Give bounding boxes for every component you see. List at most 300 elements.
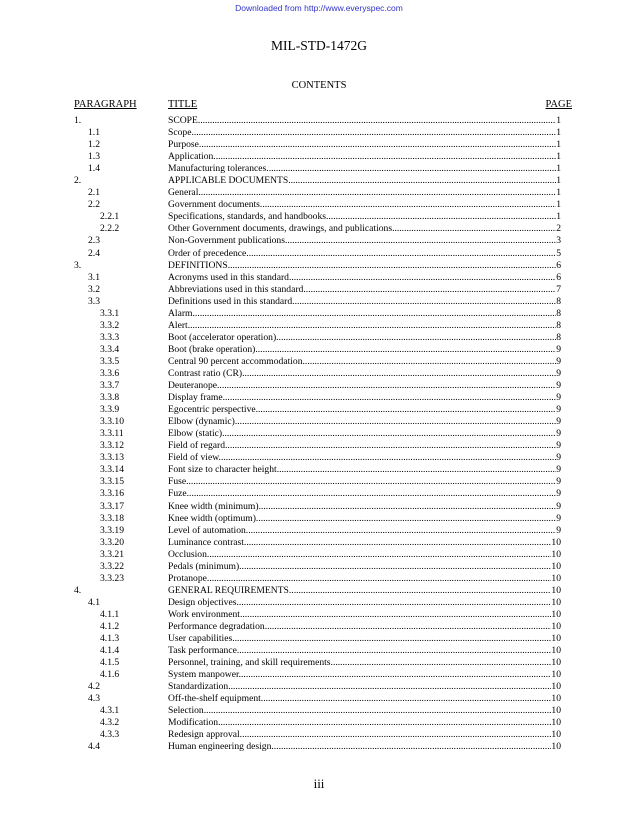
toc-entry-title: Occlusion.: [168, 548, 210, 560]
toc-entry-line[interactable]: [168, 235, 561, 247]
toc-entry-page: 9: [556, 440, 561, 452]
dot-leader: [187, 488, 557, 500]
toc-entry-page: 3: [556, 235, 561, 247]
toc-entry-page: 9: [556, 500, 561, 512]
toc-entry-title: Field of view.: [168, 452, 221, 464]
page-number: iii: [313, 776, 325, 791]
toc-entry-page: 10: [551, 620, 561, 632]
toc-entry[interactable]: [0, 248, 638, 260]
dot-leader: [262, 199, 556, 211]
toc-entry-page: 10: [551, 693, 561, 705]
toc-entry-title: Selection.: [168, 705, 207, 717]
toc-entry-title: DEFINITIONS: [168, 259, 228, 271]
toc-entry[interactable]: [0, 187, 638, 199]
toc-entry[interactable]: [0, 585, 638, 597]
toc-entry-number: 3.3.1: [100, 307, 120, 319]
toc-entry-line[interactable]: [168, 199, 561, 211]
toc-entry[interactable]: [0, 609, 638, 621]
toc-entry-line[interactable]: [168, 585, 561, 597]
toc-entry-title: Fuze: [168, 488, 187, 500]
toc-entry-line[interactable]: [168, 537, 561, 549]
dot-leader: [295, 296, 557, 308]
dot-leader: [249, 248, 557, 260]
toc-entry[interactable]: [0, 464, 638, 476]
toc-entry-line[interactable]: [168, 705, 561, 717]
dot-leader: [303, 356, 557, 368]
toc-entry-title: Pedals (minimum).: [168, 560, 242, 572]
toc-entry-title: Display frame: [168, 392, 223, 404]
toc-entry-line[interactable]: [168, 151, 561, 163]
toc-entry[interactable]: [0, 597, 638, 609]
toc-entry-number: 3.3.17: [100, 500, 124, 512]
dot-leader: [206, 705, 551, 717]
toc-entry-line[interactable]: [168, 416, 561, 428]
toc-entry-title: Alarm.: [168, 307, 195, 319]
toc-entry-page: 1: [556, 163, 561, 175]
toc-entry-number: 4.1.2: [100, 620, 120, 632]
toc-entry-number: 1.3: [88, 151, 100, 163]
toc-entry-line[interactable]: [168, 127, 561, 139]
toc-entry-page: 9: [556, 343, 561, 355]
toc-entry-title: Deuteranope.: [168, 380, 220, 392]
toc-entry[interactable]: [0, 452, 638, 464]
toc-entry-page: 1: [556, 115, 561, 126]
dot-leader: [223, 392, 557, 404]
dot-leader: [221, 452, 556, 464]
dot-leader: [231, 681, 552, 693]
dot-leader: [190, 320, 556, 332]
toc-entry-line[interactable]: [168, 368, 561, 380]
toc-entry-line[interactable]: [168, 187, 561, 199]
dot-leader: [259, 501, 557, 513]
toc-entry-number: 1.1: [88, 127, 100, 139]
toc-entry-line[interactable]: [168, 501, 561, 513]
toc-entry[interactable]: [0, 705, 638, 717]
dot-leader: [239, 597, 552, 609]
toc-entry-line[interactable]: [168, 272, 561, 284]
toc-entry[interactable]: [0, 380, 638, 392]
toc-entry[interactable]: [0, 223, 638, 235]
toc-entry-number: 1.4: [88, 163, 100, 175]
toc-entry-number: 3.2: [88, 283, 100, 295]
toc-entry[interactable]: [0, 368, 638, 380]
toc-entry-number: 2.: [74, 175, 82, 187]
toc-entry-title: Definitions used in this standard.: [168, 295, 295, 307]
toc-entry-line[interactable]: [168, 717, 561, 729]
dot-leader: [219, 380, 556, 392]
toc-entry-page: 9: [556, 367, 561, 379]
toc-entry-title: Boot (brake operation).: [168, 343, 258, 355]
table-of-contents: [0, 115, 638, 753]
dot-leader: [191, 127, 556, 139]
toc-entry-title: Fuse: [168, 476, 187, 488]
toc-entry[interactable]: [0, 669, 638, 681]
toc-entry-line[interactable]: [168, 621, 561, 633]
dot-leader: [242, 368, 556, 380]
toc-entry-line[interactable]: [168, 561, 561, 573]
toc-entry-page: 1: [556, 211, 561, 223]
dot-leader: [394, 223, 556, 235]
toc-entry-line[interactable]: [168, 464, 561, 476]
toc-entry-page: 9: [556, 416, 561, 428]
toc-entry-title: Non-Government publications.: [168, 235, 288, 247]
toc-entry[interactable]: [0, 175, 638, 187]
toc-entry-number: 4.1.5: [100, 657, 120, 669]
toc-entry-number: 4.3.3: [100, 729, 120, 741]
toc-entry-line[interactable]: [168, 476, 561, 488]
toc-entry[interactable]: [0, 645, 638, 657]
toc-entry-line[interactable]: [168, 452, 561, 464]
dot-leader: [287, 235, 556, 247]
toc-entry[interactable]: [0, 127, 638, 139]
toc-entry-number: 4.3: [88, 693, 100, 705]
toc-entry[interactable]: [0, 440, 638, 452]
toc-entry[interactable]: [0, 296, 638, 308]
toc-entry[interactable]: [0, 633, 638, 645]
document-title: MIL-STD-1472G: [271, 38, 367, 53]
toc-entry[interactable]: [0, 561, 638, 573]
toc-entry-title: Modification: [168, 717, 219, 729]
dot-leader: [224, 428, 556, 440]
toc-entry-number: 3.3.23: [100, 572, 124, 584]
dot-leader: [240, 729, 552, 741]
toc-entry-line[interactable]: [168, 729, 561, 741]
toc-entry-page: 9: [556, 380, 561, 392]
toc-entry-number: 3.3.22: [100, 560, 124, 572]
toc-entry-line[interactable]: [168, 573, 561, 585]
toc-entry-line[interactable]: [168, 597, 561, 609]
toc-entry-page: 1: [556, 199, 561, 211]
toc-entry-page: 6: [556, 271, 561, 283]
toc-entry-number: 3.3.16: [100, 488, 124, 500]
toc-entry[interactable]: [0, 549, 638, 561]
toc-entry-number: 3.3.8: [100, 392, 120, 404]
toc-entry-title: Performance degradation.: [168, 620, 268, 632]
toc-entry-line[interactable]: [168, 308, 561, 320]
toc-entry-page: 8: [556, 307, 561, 319]
toc-entry-title: GENERAL REQUIREMENTS: [168, 584, 289, 596]
toc-entry-line[interactable]: [168, 344, 561, 356]
toc-entry[interactable]: [0, 537, 638, 549]
toc-entry-title: Knee width (optimum).: [168, 512, 259, 524]
toc-entry-line[interactable]: [168, 741, 561, 753]
dot-leader: [242, 609, 551, 621]
toc-entry-page: 8: [556, 319, 561, 331]
toc-entry-number: 3.3.5: [100, 355, 120, 367]
toc-entry[interactable]: [0, 199, 638, 211]
paragraph-column-header: PARAGRAPH: [74, 99, 137, 110]
toc-entry-number: 3.3.9: [100, 404, 120, 416]
toc-entry-title: Design objectives.: [168, 596, 239, 608]
toc-entry-line[interactable]: [168, 211, 561, 223]
toc-entry-line[interactable]: [168, 175, 561, 187]
toc-entry[interactable]: [0, 235, 638, 247]
toc-entry[interactable]: [0, 428, 638, 440]
toc-entry-title: Off-the-shelf equipment.: [168, 693, 264, 705]
dot-leader: [201, 139, 556, 151]
toc-entry-title: APPLICABLE DOCUMENTS: [168, 175, 289, 187]
toc-entry-number: 3.3.15: [100, 476, 124, 488]
dot-leader: [248, 525, 556, 537]
toc-entry[interactable]: [0, 260, 638, 272]
toc-entry-number: 2.4: [88, 247, 100, 259]
dot-leader: [276, 332, 556, 344]
toc-entry-page: 10: [551, 741, 561, 753]
toc-entry-page: 9: [556, 355, 561, 367]
toc-entry[interactable]: [0, 488, 638, 500]
toc-entry-number: 3.3.6: [100, 367, 120, 379]
dot-leader: [267, 621, 551, 633]
toc-entry-page: 9: [556, 392, 561, 404]
dot-leader: [306, 284, 556, 296]
toc-entry-number: 4.1.6: [100, 669, 120, 681]
toc-entry-title: Protanope.: [168, 572, 210, 584]
toc-entry-number: 2.3: [88, 235, 100, 247]
toc-entry[interactable]: [0, 729, 638, 741]
toc-entry-title: Contrast ratio (CR): [168, 367, 243, 379]
toc-entry-title: Alert.: [168, 319, 191, 331]
toc-entry-line[interactable]: [168, 404, 561, 416]
toc-entry[interactable]: [0, 513, 638, 525]
toc-entry[interactable]: [0, 332, 638, 344]
toc-entry-number: 4.1.3: [100, 633, 120, 645]
toc-entry-number: 2.2.1: [100, 211, 120, 223]
toc-entry-page: 1: [556, 187, 561, 199]
toc-entry-number: 3.3.11: [100, 428, 124, 440]
toc-entry[interactable]: [0, 501, 638, 513]
toc-entry-title: Manufacturing tolerances: [168, 163, 267, 175]
toc-entry-title: Specifications, standards, and handbooks.: [168, 211, 329, 223]
toc-entry-number: 1.2: [88, 139, 100, 151]
toc-entry-line[interactable]: [168, 248, 561, 260]
toc-entry-line[interactable]: [168, 139, 561, 151]
toc-entry[interactable]: [0, 525, 638, 537]
toc-entry[interactable]: [0, 151, 638, 163]
toc-entry-number: 4.3.2: [100, 717, 120, 729]
toc-entry-page: 10: [551, 633, 561, 645]
toc-entry-page: 8: [556, 331, 561, 343]
dot-leader: [266, 163, 556, 175]
toc-entry-number: 3.3.21: [100, 548, 124, 560]
toc-entry-page: 10: [551, 657, 561, 669]
toc-entry-number: 3.3.3: [100, 331, 120, 343]
toc-entry-number: 4.4: [88, 741, 100, 753]
toc-entry[interactable]: [0, 211, 638, 223]
toc-entry-page: 10: [551, 681, 561, 693]
toc-entry-page: 9: [556, 512, 561, 524]
toc-entry-page: 10: [551, 717, 561, 729]
dot-leader: [274, 741, 552, 753]
toc-entry-title: Acronyms used in this standard.: [168, 271, 292, 283]
toc-entry-line[interactable]: [168, 392, 561, 404]
toc-entry[interactable]: [0, 284, 638, 296]
toc-entry-title: Application: [168, 151, 214, 163]
toc-entry-title: Redesign approval: [168, 729, 240, 741]
toc-entry-page: 10: [551, 705, 561, 717]
toc-entry-number: 4.1.4: [100, 645, 120, 657]
toc-entry-title: Abbreviations used in this standard.: [168, 283, 306, 295]
toc-entry-title: Knee width (minimum): [168, 500, 259, 512]
toc-entry[interactable]: [0, 741, 638, 753]
toc-entry-number: 3.3.7: [100, 380, 120, 392]
toc-entry-line[interactable]: [168, 669, 561, 681]
dot-leader: [209, 549, 551, 561]
toc-entry-number: 3.3.10: [100, 416, 124, 428]
toc-entry-page: 10: [551, 729, 561, 741]
toc-entry[interactable]: [0, 356, 638, 368]
toc-entry-title: Boot (accelerator operation): [168, 331, 277, 343]
toc-entry-page: 1: [556, 151, 561, 163]
toc-entry-line[interactable]: [168, 284, 561, 296]
toc-entry-line[interactable]: [168, 428, 561, 440]
toc-entry-line[interactable]: [168, 440, 561, 452]
toc-entry-title: System manpower.: [168, 669, 242, 681]
toc-entry-page: 10: [551, 596, 561, 608]
toc-entry-number: 3.: [74, 259, 82, 271]
toc-entry[interactable]: [0, 272, 638, 284]
toc-entry-title: Other Government documents, drawings, and publications.: [168, 223, 395, 235]
toc-entry-page: 7: [556, 283, 561, 295]
dot-leader: [258, 344, 556, 356]
toc-entry-title: Font size to character height.: [168, 464, 280, 476]
toc-entry-page: 9: [556, 452, 561, 464]
toc-entry-page: 10: [551, 548, 561, 560]
toc-entry[interactable]: [0, 657, 638, 669]
toc-entry-number: 3.3.20: [100, 536, 124, 548]
toc-entry-page: 10: [551, 572, 561, 584]
toc-entry-line[interactable]: [168, 657, 561, 669]
toc-entry-number: 4.2: [88, 681, 100, 693]
toc-entry-line[interactable]: [168, 645, 561, 657]
dot-leader: [198, 115, 556, 127]
toc-entry-number: 4.1: [88, 596, 100, 608]
toc-entry-title: Elbow (dynamic): [168, 416, 235, 428]
toc-entry-line[interactable]: [168, 609, 561, 621]
toc-entry-line[interactable]: [168, 320, 561, 332]
toc-entry-line[interactable]: [168, 525, 561, 537]
toc-entry-number: 3.3.12: [100, 440, 124, 452]
toc-entry-page: 9: [556, 524, 561, 536]
toc-entry-title: User capabilities: [168, 633, 233, 645]
toc-entry[interactable]: [0, 681, 638, 693]
toc-entry-title: Luminance contrast.: [168, 536, 247, 548]
dot-leader: [291, 272, 556, 284]
page-column-header: PAGE: [545, 99, 572, 110]
toc-entry-title: Personnel, training, and skill requirements.: [168, 657, 333, 669]
dot-leader: [218, 717, 551, 729]
dot-leader: [242, 561, 552, 573]
toc-entry[interactable]: [0, 139, 638, 151]
toc-entry-number: 3.3.19: [100, 524, 124, 536]
title-column-header: TITLE: [168, 99, 198, 110]
toc-entry-line[interactable]: [168, 223, 561, 235]
toc-entry-number: 4.: [74, 584, 82, 596]
toc-entry[interactable]: [0, 163, 638, 175]
toc-entry-number: 4.3.1: [100, 705, 120, 717]
toc-entry-page: 6: [556, 259, 561, 271]
toc-entry[interactable]: [0, 693, 638, 705]
toc-entry-title: Purpose.: [168, 139, 202, 151]
toc-entry-title: General: [168, 187, 199, 199]
toc-entry[interactable]: [0, 344, 638, 356]
toc-entry[interactable]: [0, 115, 638, 127]
dot-leader: [279, 464, 556, 476]
dot-leader: [232, 633, 551, 645]
toc-entry-page: 10: [551, 560, 561, 572]
dot-leader: [246, 537, 551, 549]
toc-entry[interactable]: [0, 416, 638, 428]
toc-entry-page: 2: [556, 223, 561, 235]
toc-entry-page: 9: [556, 488, 561, 500]
toc-entry[interactable]: [0, 392, 638, 404]
dot-leader: [241, 669, 551, 681]
dot-leader: [258, 513, 556, 525]
toc-entry-line[interactable]: [168, 260, 561, 272]
toc-entry-line[interactable]: [168, 115, 561, 127]
dot-leader: [225, 440, 556, 452]
toc-entry-line[interactable]: [168, 633, 561, 645]
toc-entry-page: 8: [556, 295, 561, 307]
toc-entry-page: 1: [556, 175, 561, 187]
dot-leader: [333, 657, 551, 669]
toc-entry-number: 2.2: [88, 199, 100, 211]
toc-entry-number: 3.3.13: [100, 452, 124, 464]
dot-leader: [328, 211, 556, 223]
dot-leader: [258, 404, 556, 416]
toc-entry[interactable]: [0, 308, 638, 320]
toc-entry-page: 10: [551, 584, 561, 596]
toc-entry[interactable]: [0, 404, 638, 416]
toc-entry-number: 1.: [74, 115, 82, 126]
toc-entry-number: 3.3.2: [100, 319, 120, 331]
toc-entry[interactable]: [0, 476, 638, 488]
toc-entry-line[interactable]: [168, 380, 561, 392]
toc-entry-line[interactable]: [168, 513, 561, 525]
toc-entry[interactable]: [0, 320, 638, 332]
toc-entry-title: Central 90 percent accommodation: [168, 355, 303, 367]
dot-leader: [263, 693, 551, 705]
toc-entry-page: 9: [556, 476, 561, 488]
toc-entry-title: Task performance.: [168, 645, 240, 657]
toc-entry-line[interactable]: [168, 549, 561, 561]
toc-entry-title: Standardization.: [168, 681, 231, 693]
toc-entry-line[interactable]: [168, 163, 561, 175]
dot-leader: [213, 151, 556, 163]
contents-heading: CONTENTS: [291, 80, 347, 91]
toc-entry-title: Elbow (static).: [168, 428, 225, 440]
dot-leader: [239, 645, 551, 657]
toc-entry-number: 3.3.4: [100, 343, 120, 355]
toc-entry-line[interactable]: [168, 356, 561, 368]
toc-entry-line[interactable]: [168, 296, 561, 308]
toc-entry-page: 10: [551, 536, 561, 548]
toc-entry[interactable]: [0, 717, 638, 729]
toc-entry-line[interactable]: [168, 488, 561, 500]
toc-entry-line[interactable]: [168, 332, 561, 344]
toc-entry-line[interactable]: [168, 681, 561, 693]
toc-entry[interactable]: [0, 621, 638, 633]
toc-entry[interactable]: [0, 573, 638, 585]
dot-leader: [235, 416, 556, 428]
dot-leader: [228, 260, 557, 272]
toc-entry-title: Scope: [168, 127, 192, 139]
toc-entry-page: 1: [556, 127, 561, 139]
dot-leader: [195, 308, 556, 320]
toc-entry-number: 3.3: [88, 295, 100, 307]
toc-entry-page: 9: [556, 428, 561, 440]
toc-entry-line[interactable]: [168, 693, 561, 705]
dot-leader: [209, 573, 551, 585]
